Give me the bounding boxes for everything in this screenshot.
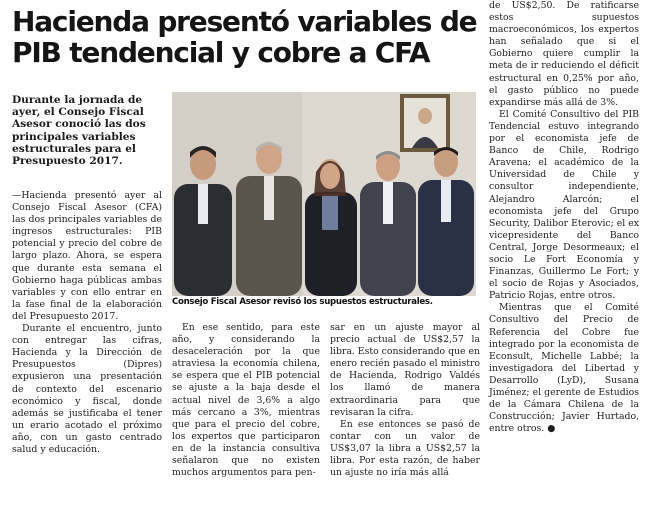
body-paragraph: sar en un ajuste mayor al precio actual de US$2,57 la libra. Esto considerando que en enero recién pasado el ministro de Hacienda, Rodrigo Valdés los llamó de manera extraordinaria para que revisaran la cifra. — [330, 322, 480, 418]
body-paragraph: En ese sentido, para este año, y considerando la desaceleración por la que atraviesa la economía chilena, se espera que el PIB potencial se ajuste a la baja desde el actual nivel de 3,6% a algo más cercano a 3%, mientras que para el precio del cobre, los expertos que participaron en de la instancia consultiva señalaron que no existen muchos argumentos para pen- — [172, 322, 320, 479]
body-paragraph — [489, 302, 639, 435]
body-paragraph: En ese entonces se pasó de contar con un valor de US$3,07 la libra a US$2,57 la libra. Por esta razón, de haber un ajuste no iría más allá — [330, 418, 480, 479]
body-column-2 — [172, 322, 320, 479]
body-paragraph: El Comité Consultivo del PIB Tendencial estuvo integrando por el economista jefe de Banco de Chile, Rodrigo Aravena; el académico de la Universidad de Chile y consultor independiente, Alejandro Alarcón; el economista jefe del Grupo Security, Dalibor Eterovic; el ex vicepresidente del Banco Central, Jorge Desormeaux; el socio Le Fort Economía y Finanzas, Guillermo Le Fort; y el socio de Rojas y Asociados, Patricio Rojas, entre otros. — [489, 108, 639, 302]
lead-paragraph: Durante la jornada de ayer, el Consejo Fiscal Asesor conoció las dos principales variables estructurales para el Presupuesto 2017. — [12, 94, 146, 168]
body-paragraph: —Hacienda presentó ayer al Consejo Fiscal Asesor (CFA) las dos principales variables de ingresos estructurales: PIB potencial y precio del cobre de largo plazo. Ahora, se espera que durante esta semana el Gobierno haga públicas ambas variables y con ello entrar en la fase final de la elaboración del Presupuesto 2017. — [12, 190, 162, 322]
body-paragraph-text: Mientras que el Comité Consultivo del Precio de Referencia del Cobre fue integrado por la economista de Econsult, Michelle Labbé; la investigadora del Libertad y Desarrollo (LyD), Susana Jiménez; el gerente de Estudios de la Cámara Chilena de la Construcción; Javier Hurtado, entre otros. — [489, 302, 639, 435]
headline: Hacienda presentó variables de PIB tendencial y cobre a CFA — [12, 5, 477, 69]
photo-caption: Consejo Fiscal Asesor revisó los supuestos estructurales. — [172, 297, 433, 307]
body-column-3 — [330, 322, 480, 479]
group-portrait-illustration — [172, 92, 476, 296]
news-photo — [172, 92, 476, 296]
body-column-4 — [489, 0, 639, 435]
body-paragraph: de US$2,50. De ratificarse estos supuestos macroeconómicos, los expertos han señalado que si el Gobierno quiere cumplir la meta de ir reduciendo el déficit estructural en 0,25% por año, el gasto público no puede expandirse más allá de 3%. — [489, 0, 639, 108]
end-mark: ● — [547, 423, 556, 435]
body-paragraph: Durante el encuentro, junto con entregar las cifras, Hacienda y la Dirección de Presupuestos (Dipres) expusieron una presentación de contexto del escenario económico y fiscal, donde además se justificaba el tener un erario acotado el próximo año, con un gasto centrado salud y educación. — [12, 323, 162, 455]
body-column-1 — [12, 190, 162, 456]
